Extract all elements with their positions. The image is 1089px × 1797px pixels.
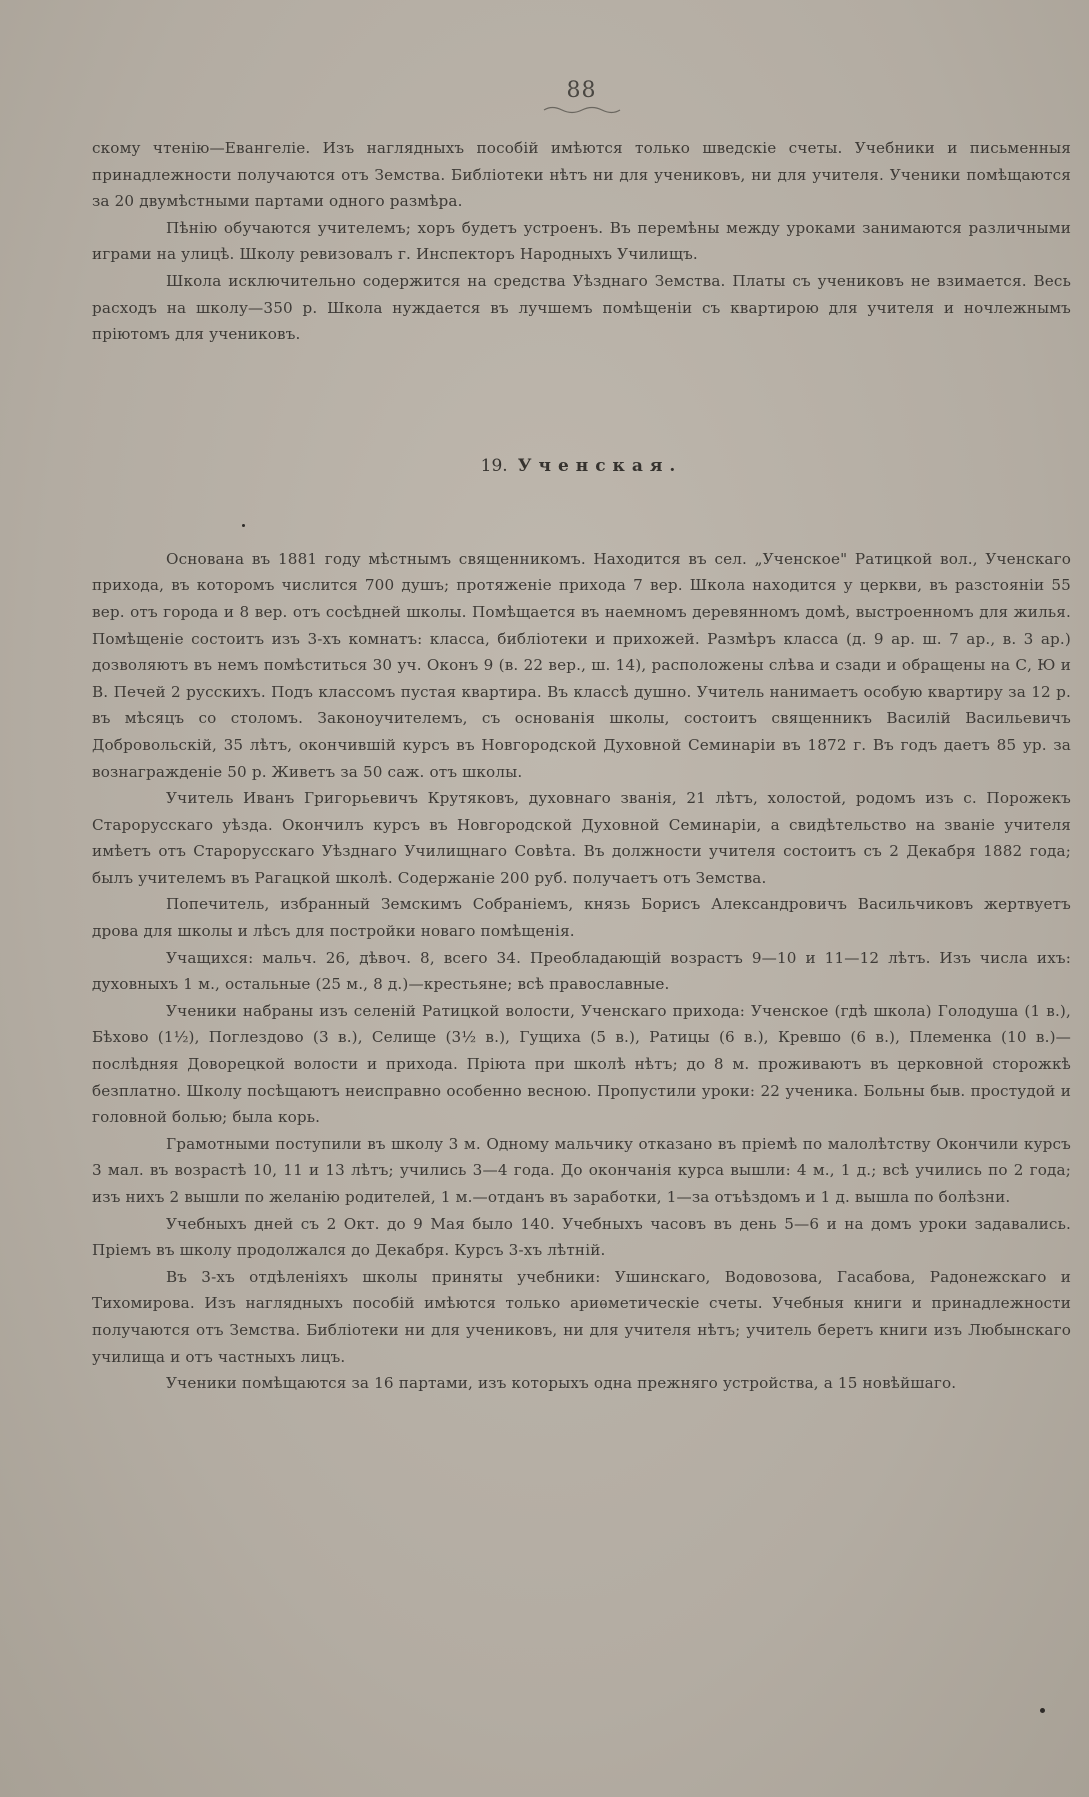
paragraph: Учебныхъ дней съ 2 Окт. до 9 Мая было 140. Учебныхъ часовъ въ день 5—6 и на домъ уроки задавались. Пріемъ въ школу продолжался до Декабря. Курсъ 3-хъ лѣтній. xyxy=(92,1214,1071,1260)
paragraph: Основана въ 1881 году мѣстнымъ священникомъ. Находится въ сел. „Ученское" Ратицкой вол., Ученскаго прихода, въ которомъ числится 700 душъ; протяженіе прихода 7 вер. Школа находится у церкви, въ разстояніи 55 вер. отъ города и 8 вер. отъ сосѣдней школы. Помѣщается въ наемномъ деревянномъ домѣ, выстроенномъ для жилья. Помѣщеніе состоитъ изъ 3-хъ комнатъ: класса, библіотеки и прихожей. Размѣръ класса (д. 9 ар. ш. 7 ар., в. 3 ар.) дозволяютъ въ немъ помѣститься 30 уч. Оконъ 9 (в. 22 вер., ш. 14), расположены слѣва и сзади и обращены на С, Ю и В. Печей 2 русскихъ. Подъ классомъ пустая квартира. Въ классѣ душно. Учитель нанимаетъ особую квартиру за 12 р. въ мѣсяцъ со столомъ. Законоучителемъ, съ основанія школы, состоитъ священникъ Василій Васильевичъ Добровольскій, 35 лѣтъ, окончившій курсъ въ Новгородской Духовной Семинаріи въ 1872 г. Въ годъ даетъ 85 ур. за вознагражденіе 50 р. Живетъ за 50 саж. отъ школы. xyxy=(92,549,1071,781)
paragraph: Ученики помѣщаются за 16 партами, изъ которыхъ одна прежняго устройства, а 15 новѣйшаго. xyxy=(166,1374,957,1393)
ink-speck xyxy=(242,524,245,527)
paragraph: Пѣнію обучаются учителемъ; хоръ будетъ устроенъ. Въ перемѣны между уроками занимаются различными играми на улицѣ. Школу ревизовалъ г. Инспекторъ Народныхъ Училищъ. xyxy=(92,218,1071,264)
ink-speck xyxy=(1040,1708,1045,1713)
paragraph: Грамотными поступили въ школу 3 м. Одному мальчику отказано въ пріемѣ по малолѣтству Окончили курсъ 3 мал. въ возрастѣ 10, 11 и 13 лѣтъ; учились 3—4 года. До окончанія курса вышли: 4 м., 1 д.; всѣ учились по 2 года; изъ нихъ 2 вышли по желанію родителей, 1 м.—отданъ въ заработки, 1—за отъѣздомъ и 1 д. вышла по болѣзни. xyxy=(92,1134,1071,1206)
ornament-flourish xyxy=(542,105,622,115)
paragraph: Школа исключительно содержится на средства Уѣзднаго Земства. Платы съ учениковъ не взимается. Весь расходъ на школу—350 р. Школа нуждается въ лучшемъ помѣщеніи съ квартирою для учителя и ночлежнымъ пріютомъ для учениковъ. xyxy=(92,271,1071,344)
section-title: Ученская. xyxy=(517,455,683,476)
section-number: 19. xyxy=(480,455,508,476)
paragraph: Въ 3-хъ отдѣленіяхъ школы приняты учебники: Ушинскаго, Водовозова, Гасабова, Радонежскаго и Тихомирова. Изъ наглядныхъ пособій имѣются только ариѳметическіе счеты. Учебныя книги и принадлежности получаются отъ Земства. Библіотеки ни для учениковъ, ни для учителя нѣтъ; учитель беретъ книги изъ Любынскаго училища и отъ частныхъ лицъ. xyxy=(92,1267,1071,1366)
paragraph: Ученики набраны изъ селеній Ратицкой волости, Ученскаго прихода: Ученское (гдѣ школа) Голодуша (1 в.), Бѣхово (1½), Поглездово (3 в.), Селище (3½ в.), Гущиха (5 в.), Ратицы (6 в.), Кревшо (6 в.), Племенка (10 в.)—послѣдняя Доворецкой волости и прихода. Пріюта при школѣ нѣтъ; до 8 м. проживаютъ въ церковной сторожкѣ безплатно. Школу посѣщаютъ неисправно особенно весною. Пропустили уроки: 22 ученика. Больны быв. простудой и головной болью; была корь. xyxy=(92,1001,1071,1127)
paragraph: Учащихся: мальч. 26, дѣвоч. 8, всего 34. Преобладающій возрастъ 9—10 и 11—12 лѣтъ. Изъ числа ихъ: духовныхъ 1 м., остальные (25 м., 8 д.)—крестьяне; всѣ православные. xyxy=(92,948,1071,994)
section-body xyxy=(92,546,1071,1397)
paragraph: скому чтенію—Евангеліе. Изъ наглядныхъ пособій имѣются только шведскіе счеты. Учебники и письменныя принадлежности получаются отъ Земства. Библіотеки нѣтъ ни для учениковъ, ни для учителя. Ученики помѣщаются за 20 двумѣстными партами одного размѣра. xyxy=(92,139,1071,211)
section-heading xyxy=(92,456,1071,476)
page-number: 88 xyxy=(566,78,597,103)
paragraph: Учитель Иванъ Григорьевичъ Крутяковъ, духовнаго званія, 21 лѣтъ, холостой, родомъ изъ с. Порожекъ Старорусскаго уѣзда. Окончилъ курсъ въ Новгородской Духовной Семинаріи, а свидѣтельство на званіе учителя имѣетъ отъ Старорусскаго Уѣзднаго Училищнаго Совѣта. Въ должности учителя состоитъ съ 2 Декабря 1882 года; былъ учителемъ въ Рагацкой школѣ. Содержаніе 200 руб. получаетъ отъ Земства. xyxy=(92,789,1071,887)
intro-text xyxy=(92,135,1071,348)
paragraph: Попечитель, избранный Земскимъ Собраніемъ, князь Борисъ Александровичъ Васильчиковъ жертвуетъ дрова для школы и лѣсъ для постройки новаго помѣщенія. xyxy=(92,895,1071,941)
